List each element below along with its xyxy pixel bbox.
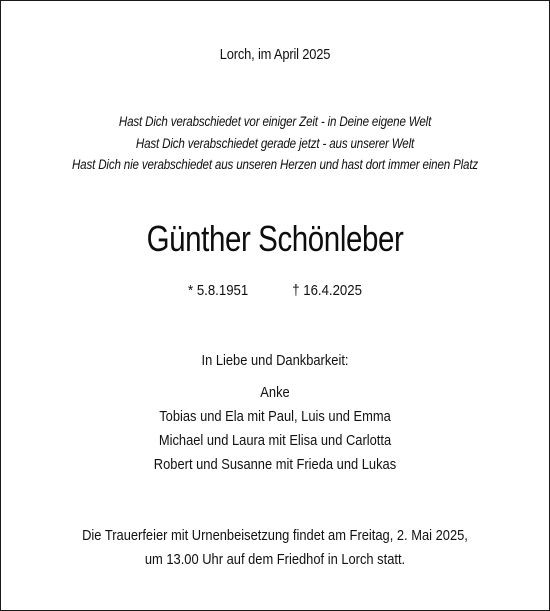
poem-line: Hast Dich verabschiedet vor einiger Zeit - in Deine eigene Welt [118, 114, 432, 129]
deceased-name: Günther Schönleber [146, 218, 404, 259]
life-dates [33, 282, 517, 299]
death-date: † 16.4.2025 [292, 282, 362, 299]
mourner-line: Robert und Susanne mit Frieda und Lukas [153, 456, 397, 473]
poem-line: Hast Dich nie verabschiedet aus unseren Herzen und hast dort immer einen Platz [71, 157, 479, 172]
mourners-intro: In Liebe und Dankbarkeit: [201, 352, 349, 369]
mourner-line: Anke [260, 384, 290, 401]
mourner-line: Tobias und Ela mit Paul, Luis und Emma [159, 408, 391, 425]
poem-line: Hast Dich verabschiedet gerade jetzt - aus unserer Welt [135, 136, 415, 151]
birth-date: * 5.8.1951 [188, 282, 249, 299]
mourner-line: Michael und Laura mit Elisa und Carlotta [158, 432, 392, 449]
service-notice-line: Die Trauerfeier mit Urnenbeisetzung findet am Freitag, 2. Mai 2025, [82, 527, 468, 544]
place-date: Lorch, im April 2025 [219, 46, 331, 63]
service-notice-line: um 13.00 Uhr auf dem Friedhof in Lorch statt. [144, 551, 406, 568]
